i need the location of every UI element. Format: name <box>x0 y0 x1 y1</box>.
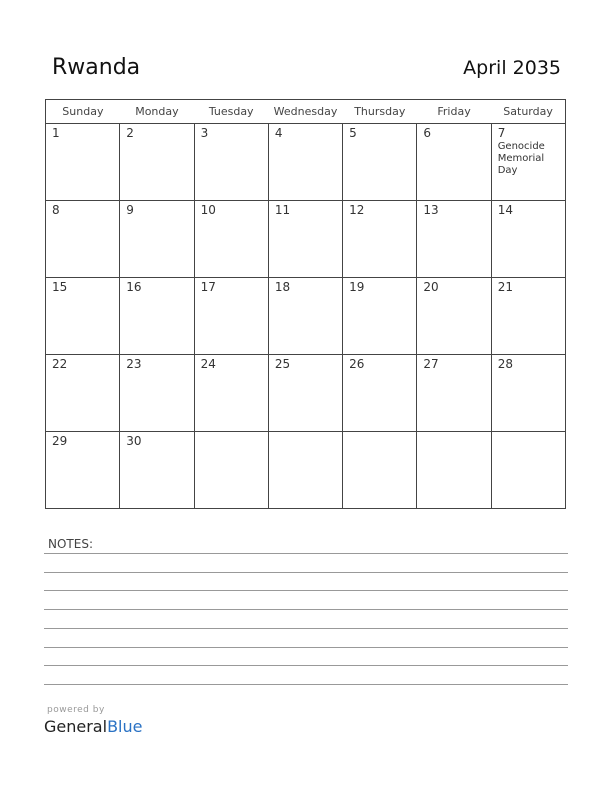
week-row <box>46 201 566 278</box>
day-cell <box>194 201 268 278</box>
day-cell <box>194 278 268 355</box>
day-cell <box>343 278 417 355</box>
day-number: 19 <box>349 280 365 294</box>
day-number: 22 <box>52 357 68 371</box>
notes-line <box>44 572 568 573</box>
day-number: 1 <box>52 126 60 140</box>
day-cell <box>194 124 268 201</box>
month-year-title: April 2035 <box>463 57 561 79</box>
weekday-header: Friday <box>417 100 491 124</box>
day-number: 7 <box>497 126 506 140</box>
day-number: 16 <box>126 280 142 294</box>
day-cell <box>120 355 194 432</box>
day-cell <box>46 201 120 278</box>
day-cell <box>194 432 268 509</box>
day-cell <box>120 201 194 278</box>
day-number: 17 <box>200 280 216 294</box>
week-row <box>46 432 566 509</box>
day-cell <box>417 201 491 278</box>
day-number: 2 <box>126 126 134 140</box>
weekday-header: Thursday <box>343 100 417 124</box>
notes-line <box>44 665 568 666</box>
day-number: 28 <box>497 357 513 371</box>
day-cell <box>491 278 565 355</box>
day-number: 21 <box>497 280 513 294</box>
week-row <box>46 124 566 201</box>
day-cell <box>343 201 417 278</box>
day-cell <box>46 278 120 355</box>
day-number: 23 <box>126 357 142 371</box>
day-number: 6 <box>423 126 432 140</box>
day-number: 18 <box>274 280 291 294</box>
notes-line <box>44 628 568 629</box>
day-number: 12 <box>349 203 365 217</box>
day-number: 25 <box>274 357 291 371</box>
brand-general: General <box>44 717 108 736</box>
holiday-label: Genocide Memorial Day <box>497 141 545 176</box>
day-cell <box>343 432 417 509</box>
day-cell <box>491 201 565 278</box>
week-row <box>46 355 566 432</box>
day-number: 30 <box>126 434 142 448</box>
day-cell <box>417 124 491 201</box>
day-number: 9 <box>126 203 134 217</box>
day-number: 26 <box>349 357 365 371</box>
day-number: 14 <box>497 203 513 217</box>
day-cell <box>120 124 194 201</box>
weekday-header: Tuesday <box>194 100 268 124</box>
weekday-header: Wednesday <box>268 100 342 124</box>
week-row <box>46 278 566 355</box>
day-number: 4 <box>274 126 283 140</box>
day-cell <box>268 432 342 509</box>
day-cell <box>194 355 268 432</box>
notes-line <box>44 590 568 591</box>
day-cell <box>268 355 342 432</box>
weekday-header-row <box>46 100 566 124</box>
day-cell <box>417 355 491 432</box>
calendar-grid <box>45 99 566 509</box>
powered-by-text: powered by <box>47 705 105 715</box>
day-cell <box>491 124 565 201</box>
day-number: 11 <box>274 203 291 217</box>
weekday-header: Monday <box>120 100 194 124</box>
day-cell <box>343 124 417 201</box>
day-number: 29 <box>52 434 68 448</box>
day-number: 24 <box>200 357 216 371</box>
day-cell <box>268 124 342 201</box>
notes-label: NOTES: <box>48 537 93 551</box>
day-number: 20 <box>423 280 439 294</box>
brand-blue: Blue <box>107 717 143 736</box>
country-title: Rwanda <box>52 55 141 80</box>
day-cell <box>491 355 565 432</box>
day-number: 13 <box>423 203 439 217</box>
day-number: 27 <box>423 357 439 371</box>
notes-line <box>44 553 568 554</box>
day-number: 5 <box>349 126 357 140</box>
day-number: 10 <box>200 203 216 217</box>
notes-line <box>44 609 568 610</box>
day-number: 15 <box>52 280 68 294</box>
day-cell <box>46 432 120 509</box>
brand-logo <box>44 717 142 736</box>
day-cell <box>268 201 342 278</box>
weekday-header: Saturday <box>491 100 565 124</box>
day-cell <box>417 278 491 355</box>
day-cell <box>491 432 565 509</box>
day-cell <box>120 278 194 355</box>
day-cell <box>417 432 491 509</box>
notes-line <box>44 647 568 648</box>
notes-line <box>44 684 568 685</box>
day-number: 8 <box>52 203 60 217</box>
day-cell <box>343 355 417 432</box>
day-number: 3 <box>200 126 209 140</box>
day-cell <box>268 278 342 355</box>
day-cell <box>46 124 120 201</box>
weekday-header: Sunday <box>46 100 120 124</box>
day-cell <box>120 432 194 509</box>
day-cell <box>46 355 120 432</box>
